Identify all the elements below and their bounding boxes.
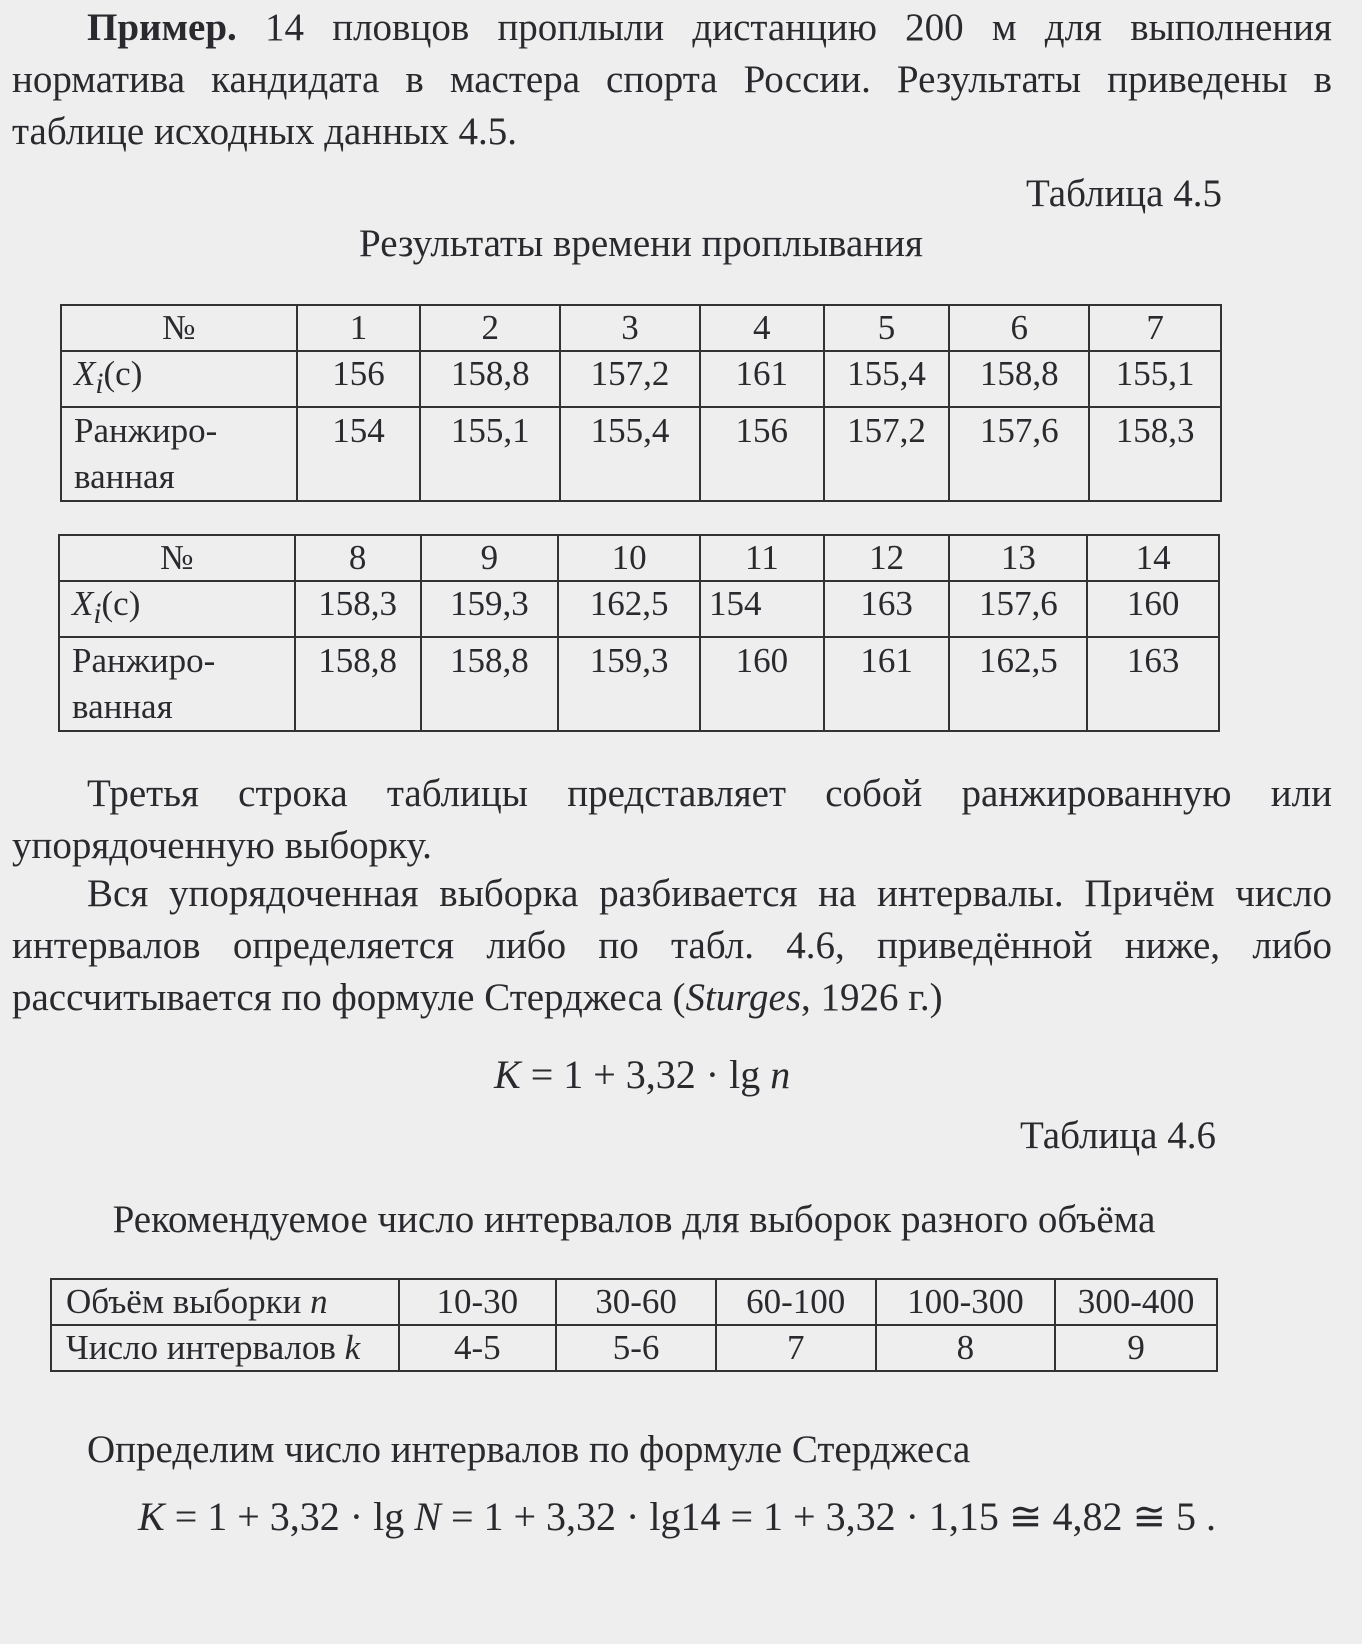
table-cell: 300-400 bbox=[1055, 1279, 1217, 1325]
row-label-x bbox=[59, 581, 295, 637]
table46-label: Таблица 4.6 bbox=[1019, 1114, 1216, 1157]
table-cell: 154 bbox=[700, 581, 824, 637]
x-subscript: i bbox=[95, 368, 104, 400]
table-cell: 155,1 bbox=[420, 407, 560, 501]
table-cell: 2 bbox=[420, 305, 560, 351]
table-cell: 158,8 bbox=[421, 637, 559, 731]
table-cell: 9 bbox=[421, 535, 559, 581]
intervals-paragraph bbox=[12, 868, 1332, 1024]
table-row bbox=[59, 581, 1219, 637]
table-cell: 163 bbox=[824, 581, 950, 637]
table-cell: 157,6 bbox=[949, 581, 1087, 637]
ranked-label-line2: ванная bbox=[74, 457, 175, 496]
row-label-ranked bbox=[61, 407, 297, 501]
table-cell: 4 bbox=[700, 305, 824, 351]
intervals-text: Вся упорядоченная выборка разбивается на интервалы. Причём число интервалов определяется либо по табл. 4.6, приведённой ниже, либо рассчитывается по формуле Стерджеса ( bbox=[12, 872, 1332, 1019]
table-cell: 158,8 bbox=[949, 351, 1089, 407]
table-cell: 9 bbox=[1055, 1325, 1217, 1371]
table-cell: 60-100 bbox=[716, 1279, 876, 1325]
table46-title: Рекомендуемое число интервалов для выборок разного объёма bbox=[112, 1198, 1156, 1241]
row-label-sample-size bbox=[51, 1279, 399, 1325]
ranked-label-line1: Ранжиро- bbox=[74, 411, 218, 450]
table-cell: 157,2 bbox=[824, 407, 950, 501]
table-cell: 7 bbox=[1089, 305, 1221, 351]
table-cell: 1 bbox=[297, 305, 421, 351]
table-cell: 30-60 bbox=[556, 1279, 716, 1325]
row-label-ranked bbox=[59, 637, 295, 731]
table-cell: 6 bbox=[949, 305, 1089, 351]
row-label-intervals bbox=[51, 1325, 399, 1371]
table-cell: 162,5 bbox=[558, 581, 700, 637]
table-cell: 161 bbox=[700, 351, 824, 407]
x-variable: X bbox=[74, 354, 96, 393]
intro-text: 14 пловцов проплыли дистанцию 200 м для выполнения норматива кандидата в мастера спорта России. Результаты приведены в таблице исходных данных 4.5. bbox=[12, 6, 1332, 153]
sample-size-label: Объём выборки bbox=[66, 1282, 311, 1321]
formula-mid: = 1 + 3,32 · lg bbox=[520, 1052, 771, 1097]
x-unit: (с) bbox=[101, 584, 141, 623]
table-row bbox=[61, 407, 1221, 501]
table-cell: 7 bbox=[716, 1325, 876, 1371]
table-cell: 10-30 bbox=[399, 1279, 557, 1325]
table-row bbox=[51, 1325, 1217, 1371]
table-cell: 156 bbox=[297, 351, 421, 407]
intervals-label: Число интервалов bbox=[66, 1328, 345, 1367]
formula2-part1: = 1 + 3,32 · lg bbox=[164, 1494, 415, 1539]
table-cell: 159,3 bbox=[421, 581, 559, 637]
table-cell: 10 bbox=[558, 535, 700, 581]
table-row bbox=[59, 535, 1219, 581]
table-cell: 155,4 bbox=[560, 407, 700, 501]
row-label-x bbox=[61, 351, 297, 407]
x-subscript: i bbox=[93, 598, 102, 630]
table45-part1 bbox=[60, 304, 1222, 502]
table-cell: 12 bbox=[824, 535, 950, 581]
formula-k: K bbox=[494, 1052, 521, 1097]
table-cell: 157,6 bbox=[949, 407, 1089, 501]
table-cell: 155,1 bbox=[1089, 351, 1221, 407]
formula2-N: N bbox=[414, 1494, 441, 1539]
table-cell: 161 bbox=[824, 637, 950, 731]
sturges-formula bbox=[494, 1050, 790, 1100]
define-intervals-paragraph: Определим число интервалов по формуле Стерджеса bbox=[87, 1428, 971, 1471]
table-cell: 160 bbox=[700, 637, 824, 731]
example-label: Пример. bbox=[87, 6, 237, 49]
sample-size-var: n bbox=[310, 1282, 328, 1321]
sturges-computation bbox=[138, 1492, 1216, 1542]
table45-part2 bbox=[58, 534, 1220, 732]
table-cell: 160 bbox=[1087, 581, 1219, 637]
intervals-tail: , 1926 г.) bbox=[801, 976, 943, 1019]
ranked-label-line2: ванная bbox=[72, 687, 173, 726]
row-label-num: № bbox=[59, 535, 295, 581]
table-cell: 158,3 bbox=[1089, 407, 1221, 501]
table-cell: 4-5 bbox=[399, 1325, 557, 1371]
intervals-var: k bbox=[344, 1328, 361, 1367]
table-cell: 5 bbox=[824, 305, 950, 351]
table-cell: 163 bbox=[1087, 637, 1219, 731]
x-variable: X bbox=[72, 584, 94, 623]
sturges-name: Sturges bbox=[685, 976, 801, 1019]
table46 bbox=[50, 1278, 1218, 1372]
row-label-num: № bbox=[61, 305, 297, 351]
table-cell: 14 bbox=[1087, 535, 1219, 581]
table45-title: Результаты времени проплывания bbox=[359, 222, 923, 265]
table-cell: 155,4 bbox=[824, 351, 950, 407]
ranked-label-line1: Ранжиро- bbox=[72, 641, 216, 680]
table-cell: 5-6 bbox=[556, 1325, 716, 1371]
intro-paragraph bbox=[12, 2, 1332, 158]
formula2-part2: = 1 + 3,32 · lg14 = 1 + 3,32 · 1,15 ≅ 4,82 ≅ 5 . bbox=[440, 1494, 1216, 1539]
formula2-k: K bbox=[138, 1494, 165, 1539]
table-row bbox=[51, 1279, 1217, 1325]
table-cell: 8 bbox=[295, 535, 421, 581]
table-cell: 158,8 bbox=[295, 637, 421, 731]
table45-label: Таблица 4.5 bbox=[1025, 172, 1222, 215]
table-cell: 11 bbox=[700, 535, 824, 581]
table-cell: 8 bbox=[876, 1325, 1056, 1371]
table-cell: 162,5 bbox=[949, 637, 1087, 731]
table-cell: 3 bbox=[560, 305, 700, 351]
table-cell: 159,3 bbox=[558, 637, 700, 731]
table-cell: 157,2 bbox=[560, 351, 700, 407]
table-row bbox=[61, 305, 1221, 351]
table-cell: 13 bbox=[949, 535, 1087, 581]
ranked-sample-paragraph: Третья строка таблицы представляет собой ранжированную или упорядоченную выборку. bbox=[12, 772, 1332, 867]
table-cell: 100-300 bbox=[876, 1279, 1056, 1325]
table-row bbox=[59, 637, 1219, 731]
table-cell: 156 bbox=[700, 407, 824, 501]
table-cell: 158,3 bbox=[295, 581, 421, 637]
table-cell: 154 bbox=[297, 407, 421, 501]
formula-n: n bbox=[770, 1052, 791, 1097]
table-row bbox=[61, 351, 1221, 407]
x-unit: (с) bbox=[103, 354, 143, 393]
table-cell: 158,8 bbox=[420, 351, 560, 407]
